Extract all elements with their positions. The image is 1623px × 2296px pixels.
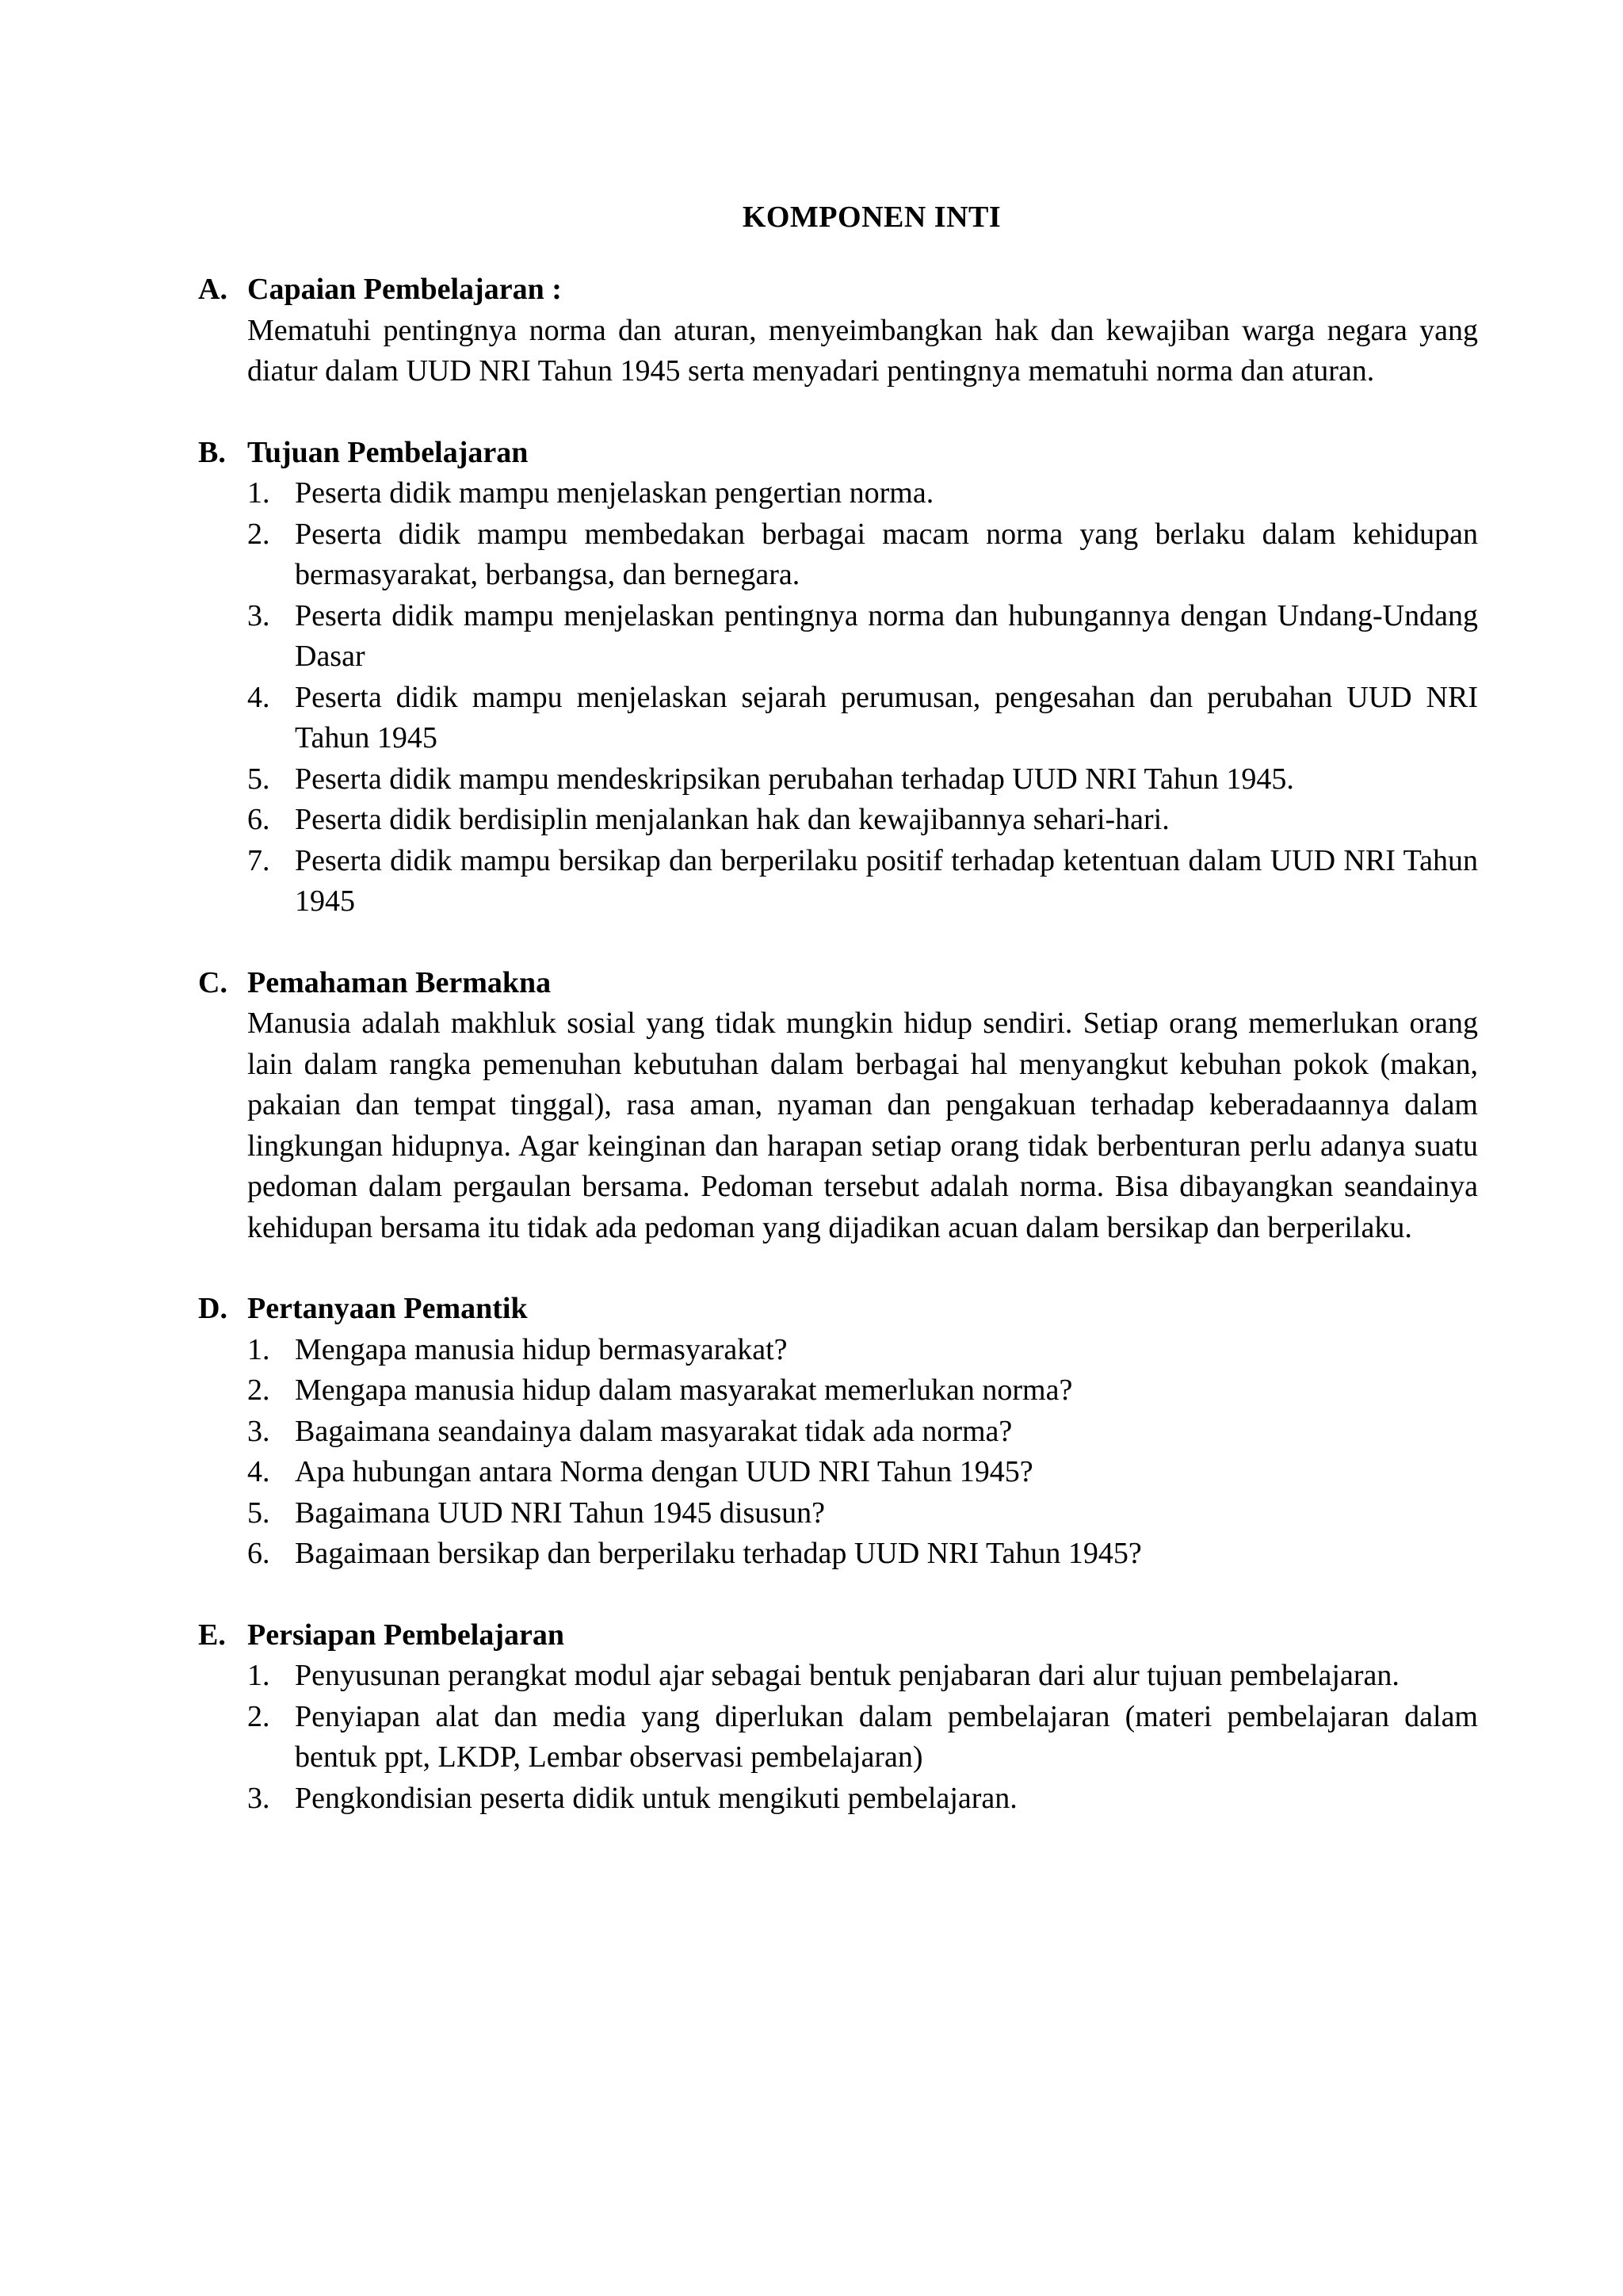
page-title: KOMPONEN INTI	[742, 201, 1002, 234]
section-letter: B.	[198, 435, 226, 469]
section-paragraph: Mematuhi pentingnya norma dan aturan, menyeimbangkan hak dan kewajiban warga negara yang diatur dalam UUD NRI Tahun 1945 serta menyadari pentingnya mematuhi norma dan aturan.	[247, 313, 1478, 388]
list-item-text: Pengkondisian peserta didik untuk mengikuti pembelajaran.	[295, 1781, 1018, 1815]
list-item	[247, 800, 1478, 841]
section-pertanyaan-pemantik	[198, 1289, 1478, 1575]
list-item	[247, 1656, 1478, 1697]
list-number: 4.	[247, 1455, 270, 1488]
list-item-text: Peserta didik mampu menjelaskan pentingnya norma dan hubungannya dengan Undang-Undang Dasar	[295, 598, 1478, 673]
list-item-text: Penyusunan perangkat modul ajar sebagai bentuk penjabaran dari alur tujuan pembelajaran.	[295, 1659, 1400, 1692]
list-number: 6.	[247, 803, 270, 836]
list-item-text: Bagaimaan bersikap dan berperilaku terhadap UUD NRI Tahun 1945?	[295, 1537, 1142, 1570]
list-item	[247, 1452, 1478, 1493]
section-heading-text: Pemahaman Bermakna	[247, 965, 552, 999]
numbered-list	[247, 1656, 1478, 1819]
list-number: 2.	[247, 1373, 270, 1407]
section-heading	[198, 433, 1478, 474]
list-item-text: Penyiapan alat dan media yang diperlukan dalam pembelajaran (materi pembelajaran dalam bentuk ppt, LKDP, Lembar observasi pembelajaran)	[295, 1699, 1478, 1774]
list-number: 5.	[247, 1496, 270, 1530]
list-item	[247, 596, 1478, 678]
list-item-text: Peserta didik berdisiplin menjalankan hak dan kewajibannya sehari-hari.	[295, 803, 1170, 836]
section-persiapan-pembelajaran	[198, 1615, 1478, 1820]
section-heading-text: Persiapan Pembelajaran	[247, 1618, 565, 1652]
section-heading-text: Pertanyaan Pemantik	[247, 1292, 528, 1325]
list-item-text: Mengapa manusia hidup dalam masyarakat memerlukan norma?	[295, 1373, 1073, 1407]
list-item	[247, 1534, 1478, 1575]
numbered-list	[247, 1330, 1478, 1575]
section-heading-text: Tujuan Pembelajaran	[247, 435, 529, 469]
list-item	[247, 1330, 1478, 1371]
document-content	[198, 269, 1478, 1859]
list-number: 3.	[247, 1781, 270, 1815]
list-number: 3.	[247, 1414, 270, 1448]
list-number: 5.	[247, 762, 270, 796]
list-number: 1.	[247, 476, 270, 510]
list-item-text: Peserta didik mampu membedakan berbagai macam norma yang berlaku dalam kehidupan bermasyarakat, berbangsa, dan bernegara.	[295, 517, 1478, 591]
list-number: 6.	[247, 1537, 270, 1570]
list-number: 1.	[247, 1659, 270, 1692]
section-paragraph: Manusia adalah makhluk sosial yang tidak mungkin hidup sendiri. Setiap orang memerlukan orang lain dalam rangka pemenuhan kebutuhan dalam berbagai hal menyangkut kebuhan pokok (makan, pakaian dan tempat tinggal), rasa aman, nyaman dan pengakuan terhadap keberadaannya dalam lingkungan hidupnya. Agar keinginan dan harapan setiap orang tidak berbenturan perlu adanya suatu pedoman dalam pergaulan bersama. Pedoman tersebut adalah norma. Bisa dibayangkan seandainya kehidupan bersama itu tidak ada pedoman yang dijadikan acuan dalam bersikap dan berperilaku.	[247, 1007, 1478, 1244]
section-heading	[198, 269, 1478, 311]
list-number: 2.	[247, 517, 270, 551]
section-capaian-pembelajaran	[198, 269, 1478, 392]
list-item	[247, 514, 1478, 596]
list-item	[247, 1778, 1478, 1820]
list-item	[247, 1370, 1478, 1412]
list-item	[247, 1697, 1478, 1778]
list-item-text: Bagaimana seandainya dalam masyarakat tidak ada norma?	[295, 1414, 1013, 1448]
list-item	[247, 473, 1478, 514]
section-heading	[198, 1289, 1478, 1330]
list-item-text: Peserta didik mampu bersikap dan berperilaku positif terhadap ketentuan dalam UUD NRI Tahun 1945	[295, 843, 1478, 918]
list-number: 1.	[247, 1332, 270, 1366]
list-number: 2.	[247, 1699, 270, 1733]
list-item-text: Mengapa manusia hidup bermasyarakat?	[295, 1332, 788, 1366]
list-number: 4.	[247, 680, 270, 714]
list-item	[247, 759, 1478, 800]
section-heading	[198, 1615, 1478, 1656]
numbered-list	[247, 473, 1478, 923]
list-item-text: Peserta didik mampu menjelaskan pengertian norma.	[295, 476, 934, 510]
list-number: 3.	[247, 598, 270, 632]
section-letter: E.	[198, 1618, 226, 1652]
list-item	[247, 678, 1478, 759]
section-letter: C.	[198, 965, 227, 999]
section-letter: A.	[198, 273, 227, 306]
list-item	[247, 1493, 1478, 1534]
list-item-text: Peserta didik mampu menjelaskan sejarah perumusan, pengesahan dan perubahan UUD NRI Tahun 1945	[295, 680, 1478, 755]
list-item-text: Apa hubungan antara Norma dengan UUD NRI Tahun 1945?	[295, 1455, 1033, 1488]
list-item	[247, 841, 1478, 923]
list-number: 7.	[247, 843, 270, 877]
section-pemahaman-bermakna	[198, 963, 1478, 1249]
section-heading-text: Capaian Pembelajaran :	[247, 273, 562, 306]
list-item-text: Peserta didik mampu mendeskripsikan perubahan terhadap UUD NRI Tahun 1945.	[295, 762, 1294, 796]
section-letter: D.	[198, 1292, 227, 1325]
section-heading	[198, 963, 1478, 1004]
list-item-text: Bagaimana UUD NRI Tahun 1945 disusun?	[295, 1496, 825, 1530]
section-tujuan-pembelajaran	[198, 433, 1478, 923]
list-item	[247, 1412, 1478, 1453]
